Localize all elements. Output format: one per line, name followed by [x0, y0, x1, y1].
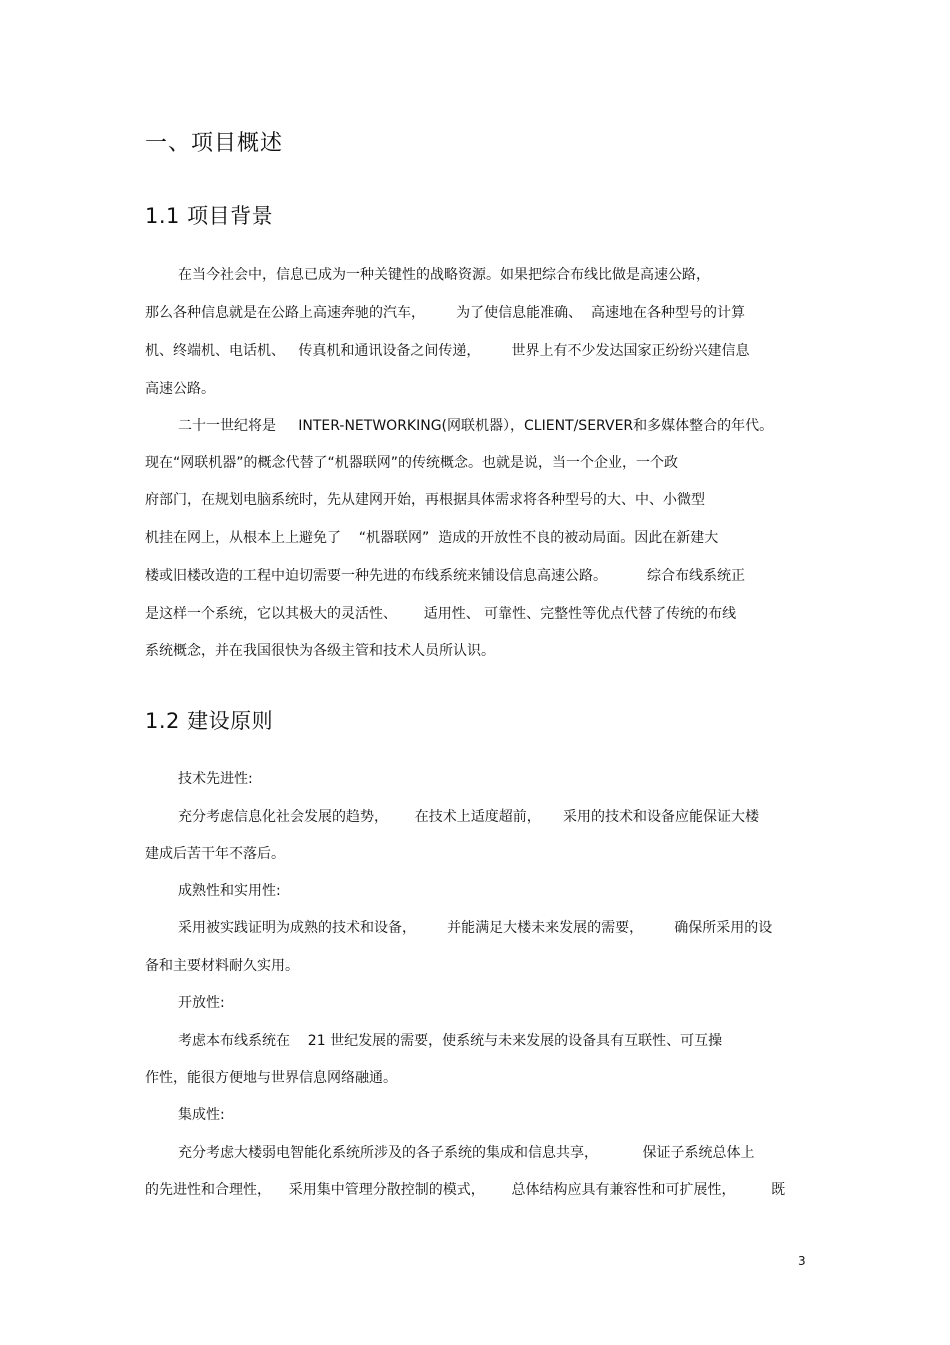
- principle-label: 技术先进性:: [178, 771, 253, 787]
- paragraph-line: 建成后苦干年不落后。: [145, 846, 285, 862]
- principle-label: 开放性:: [178, 995, 225, 1011]
- section-heading-1-2: 1.2 建设原则: [145, 709, 274, 733]
- paragraph-line: 二十一世纪将是 INTER-NETWORKING(网联机器），CLIENT/SERVER和多媒体整合的年代。: [178, 418, 774, 434]
- paragraph-line: 采用被实践证明为成熟的技术和设备， 并能满足大楼未来发展的需要， 确保所采用的设: [178, 920, 773, 936]
- paragraph-line: 充分考虑信息化社会发展的趋势， 在技术上适度超前， 采用的技术和设备应能保证大楼: [178, 809, 759, 825]
- paragraph-line: 的先进性和合理性， 采用集中管理分散控制的模式， 总体结构应具有兼容性和可扩展性， 既: [145, 1182, 786, 1198]
- paragraph-line: 机挂在网上，从根本上上避免了 “机器联网” 造成的开放性不良的被动局面。因此在新建大: [145, 530, 719, 546]
- paragraph-line: 机、终端机、电话机、 传真机和通讯设备之间传递， 世界上有不少发达国家正纷纷兴建信息: [145, 343, 750, 359]
- paragraph-line: 现在“网联机器”的概念代替了“机器联网”的传统概念。也就是说，当一个企业，一个政: [145, 455, 679, 471]
- paragraph-line: 系统概念，并在我国很快为各级主管和技术人员所认识。: [145, 643, 495, 659]
- paragraph-line: 考虑本布线系统在 21 世纪发展的需要，使系统与未来发展的设备具有互联性、可互操: [178, 1033, 723, 1049]
- principle-label: 集成性:: [178, 1107, 225, 1123]
- paragraph-line: 高速公路。: [145, 381, 215, 397]
- paragraph-line: 楼或旧楼改造的工程中迫切需要一种先进的布线系统来铺设信息高速公路。 综合布线系统正: [145, 568, 746, 584]
- paragraph-line: 作性，能很方便地与世界信息网络融通。: [145, 1070, 397, 1086]
- paragraph-line: 在当今社会中，信息已成为一种关键性的战略资源。如果把综合布线比做是高速公路，: [178, 267, 710, 283]
- paragraph-line: 是这样一个系统，它以其极大的灵活性、 适用性、 可靠性、完整性等优点代替了传统的布线: [145, 606, 737, 622]
- page-number: 3: [798, 1254, 806, 1268]
- paragraph-line: 充分考虑大楼弱电智能化系统所涉及的各子系统的集成和信息共享， 保证子系统总体上: [178, 1145, 755, 1161]
- paragraph-line: 府部门，在规划电脑系统时，先从建网开始，再根据具体需求将各种型号的大、中、小微型: [145, 492, 705, 508]
- section-heading-1-1: 1.1 项目背景: [145, 204, 274, 228]
- paragraph-line: 那么各种信息就是在公路上高速奔驰的汽车， 为了使信息能准确、 高速地在各种型号的计算: [145, 305, 746, 321]
- principle-label: 成熟性和实用性:: [178, 883, 281, 899]
- paragraph-line: 备和主要材料耐久实用。: [145, 958, 299, 974]
- chapter-title: 一、项目概述: [145, 131, 284, 156]
